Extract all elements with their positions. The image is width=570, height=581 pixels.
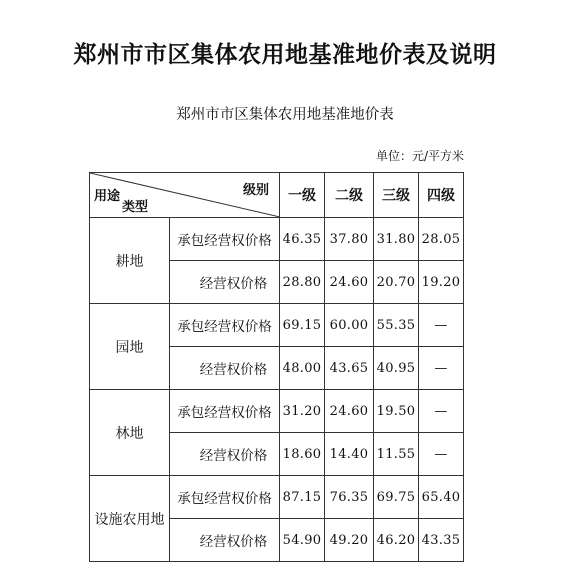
price-value-cell: 28.80 — [280, 261, 325, 304]
price-value-cell: 24.60 — [325, 261, 374, 304]
land-use-cell: 设施农用地 — [90, 476, 170, 562]
land-use-cell: 林地 — [90, 390, 170, 476]
price-value-cell: 69.75 — [374, 476, 419, 519]
price-value-cell: 20.70 — [374, 261, 419, 304]
price-value-cell: 18.60 — [280, 433, 325, 476]
price-value-cell: 24.60 — [325, 390, 374, 433]
table-row — [90, 476, 464, 519]
price-value-cell: 65.40 — [419, 476, 464, 519]
table-row — [90, 390, 464, 433]
unit-label: 单位：元/平方米 — [375, 149, 464, 163]
table-body — [90, 218, 464, 562]
price-value-cell: 31.80 — [374, 218, 419, 261]
header-level-2: 二级 — [325, 173, 374, 218]
price-value-cell: 69.15 — [280, 304, 325, 347]
corner-header-cell — [90, 173, 280, 218]
price-value-cell: 48.00 — [280, 347, 325, 390]
price-value-cell: 31.20 — [280, 390, 325, 433]
price-type-cell: 经营权价格 — [170, 519, 280, 562]
price-value-cell: 19.20 — [419, 261, 464, 304]
table-caption: 郑州市市区集体农用地基准地价表 — [176, 107, 394, 123]
land-price-table — [89, 172, 464, 562]
header-use-label: 用途 — [94, 189, 121, 204]
price-value-cell: 19.50 — [374, 390, 419, 433]
price-type-cell: 经营权价格 — [170, 347, 280, 390]
price-value-cell: 55.35 — [374, 304, 419, 347]
price-type-cell: 承包经营权价格 — [170, 218, 280, 261]
price-type-cell: 承包经营权价格 — [170, 304, 280, 347]
table-row — [90, 304, 464, 347]
header-level-label: 级别 — [242, 183, 269, 198]
price-value-cell: 14.40 — [325, 433, 374, 476]
price-type-cell: 承包经营权价格 — [170, 476, 280, 519]
price-value-cell: 87.15 — [280, 476, 325, 519]
price-value-cell: 46.35 — [280, 218, 325, 261]
price-value-cell: — — [419, 390, 464, 433]
header-type-label: 类型 — [122, 200, 149, 215]
price-value-cell: 28.05 — [419, 218, 464, 261]
price-value-cell: 37.80 — [325, 218, 374, 261]
table-row — [90, 218, 464, 261]
price-type-cell: 经营权价格 — [170, 433, 280, 476]
price-type-cell: 承包经营权价格 — [170, 390, 280, 433]
header-level-4: 四级 — [419, 173, 464, 218]
table-header-row — [90, 173, 464, 218]
land-use-cell: 园地 — [90, 304, 170, 390]
price-value-cell: 49.20 — [325, 519, 374, 562]
price-value-cell: 11.55 — [374, 433, 419, 476]
price-type-cell: 经营权价格 — [170, 261, 280, 304]
price-value-cell: — — [419, 433, 464, 476]
page-title: 郑州市市区集体农用地基准地价表及说明 — [73, 41, 497, 68]
price-value-cell: 54.90 — [280, 519, 325, 562]
price-value-cell: 43.65 — [325, 347, 374, 390]
price-value-cell: — — [419, 304, 464, 347]
price-value-cell: 76.35 — [325, 476, 374, 519]
price-value-cell: — — [419, 347, 464, 390]
price-value-cell: 60.00 — [325, 304, 374, 347]
price-value-cell: 46.20 — [374, 519, 419, 562]
land-use-cell: 耕地 — [90, 218, 170, 304]
header-level-1: 一级 — [280, 173, 325, 218]
price-value-cell: 40.95 — [374, 347, 419, 390]
price-value-cell: 43.35 — [419, 519, 464, 562]
header-level-3: 三级 — [374, 173, 419, 218]
